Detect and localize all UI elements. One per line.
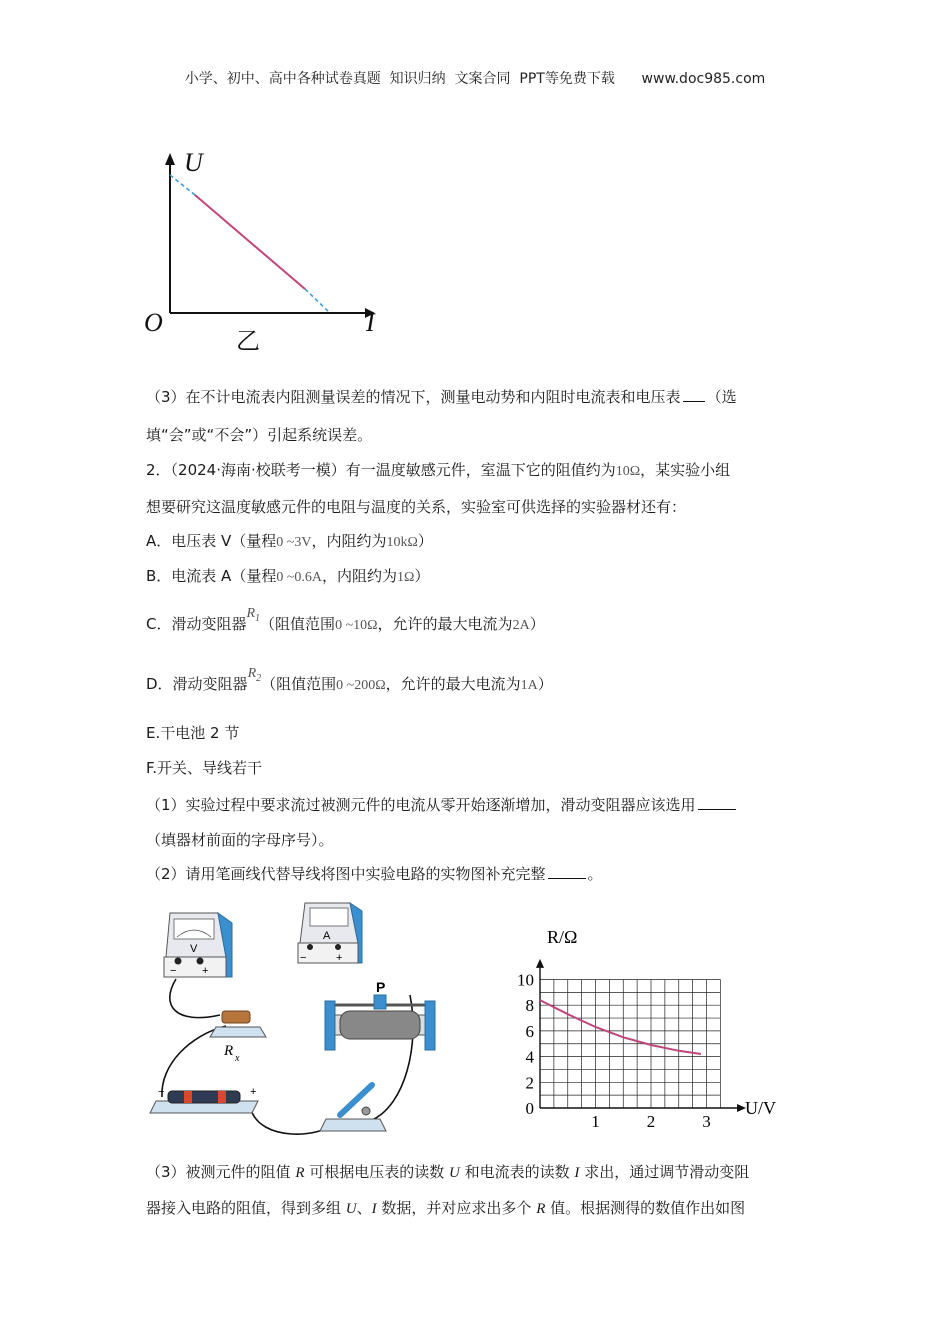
- y-axis-arrow: [536, 959, 544, 968]
- y-axis-arrow: [165, 153, 175, 165]
- option-a: A．电压表 V（量程0 ~3V，内阻约为10kΩ）: [146, 532, 433, 550]
- q3-line1: （3）在不计电流表内阻测量误差的情况下，测量电动势和内阻时电流表和电压表 （选: [146, 388, 737, 406]
- option-b: B．电流表 A（量程0 ~0.6A，内阻约为1Ω）: [146, 567, 430, 585]
- figure-yi: [140, 145, 390, 355]
- battery-minus: −: [158, 1086, 165, 1098]
- wire: [170, 979, 220, 1018]
- axis-label-u: U: [184, 148, 203, 177]
- fit-line: [195, 195, 305, 289]
- page-header: 小学、初中、高中各种试卷真题 知识归纳 文案合同 PPT等免费下载 www.doc985.com: [184, 71, 766, 87]
- y-tick-label: 4: [525, 1047, 534, 1067]
- ammeter: [298, 903, 362, 964]
- p2-line2: 想要研究这温度敏感元件的电阻与温度的关系，实验室可供选择的实验器材还有：: [146, 498, 687, 516]
- option-e: E.干电池 2 节: [146, 724, 240, 742]
- voltmeter: [164, 913, 232, 977]
- p2-line1: 2．（2024·海南·校联考一模）有一温度敏感元件，室温下它的阻值约为10Ω，某实验小组: [146, 461, 731, 479]
- resistor-label: R: [224, 1043, 234, 1059]
- slider-label-p: P: [376, 979, 386, 995]
- x-tick-label: 3: [702, 1112, 711, 1131]
- origin-label: O: [144, 308, 163, 337]
- resistor-subscript: x: [235, 1053, 240, 1064]
- sub3-line2: 器接入电路的阻值，得到多组 U、I 数据，并对应求出多个 R 值。根据测得的数值作出如图: [146, 1199, 746, 1217]
- chart-grid: [540, 980, 720, 1109]
- option-c: C．滑动变阻器$R_1$（阻值范围0 ~10Ω，允许的最大电流为2A）: [146, 606, 545, 633]
- rheostat: [325, 979, 435, 1050]
- battery-plus: +: [250, 1086, 257, 1098]
- y-tick-label: 10: [517, 970, 534, 990]
- q3-line2: 填“会”或“不会”）引起系统误差。: [146, 426, 373, 444]
- battery: [150, 1086, 258, 1113]
- circuit-diagram: [140, 895, 470, 1145]
- x-tick-label: 1: [591, 1112, 600, 1131]
- chart-xlabel: U/V: [745, 1098, 776, 1118]
- answer-blank[interactable]: [548, 863, 586, 879]
- voltmeter-plus: +: [202, 965, 209, 977]
- sub3-line1: （3）被测元件的阻值 R 可根据电压表的读数 U 和电流表的读数 I 求出，通过调节滑动变阻: [146, 1163, 750, 1181]
- r-u-chart: [505, 915, 800, 1140]
- answer-blank[interactable]: [683, 386, 705, 402]
- y-tick-label: 0: [525, 1099, 534, 1118]
- y-tick-label: 2: [525, 1073, 534, 1093]
- sub2-line: （2）请用笔画线代替导线将图中实验电路的实物图补充完整 。: [146, 865, 603, 883]
- option-d: D．滑动变阻器$R_2$（阻值范围0 ~200Ω，允许的最大电流为1A）: [146, 666, 553, 693]
- y-tick-label: 8: [525, 996, 534, 1016]
- ammeter-plus: +: [336, 952, 343, 964]
- chart-ylabel: R/Ω: [547, 927, 578, 947]
- y-tick-label: 6: [525, 1021, 534, 1041]
- resistor-rx: [210, 1011, 266, 1064]
- ammeter-minus: −: [300, 952, 307, 964]
- answer-blank[interactable]: [698, 794, 736, 810]
- axis-label-i: I: [366, 308, 375, 337]
- voltmeter-label: V: [190, 943, 198, 955]
- wire: [250, 1107, 330, 1134]
- figure-caption: 乙: [236, 327, 260, 355]
- ammeter-label: A: [323, 930, 331, 942]
- switch: [320, 1085, 386, 1131]
- voltmeter-minus: −: [170, 965, 177, 977]
- sub1-line1: （1）实验过程中要求流过被测元件的电流从零开始逐渐增加，滑动变阻器应该选用: [146, 794, 738, 816]
- dashed-extension-top: [170, 175, 195, 195]
- sub1-line2: （填器材前面的字母序号）。: [146, 831, 334, 849]
- chart-series-line: [540, 1000, 701, 1054]
- x-tick-label: 2: [646, 1112, 656, 1131]
- option-f: F.开关、导线若干: [146, 759, 262, 777]
- dashed-extension-bottom: [305, 289, 330, 313]
